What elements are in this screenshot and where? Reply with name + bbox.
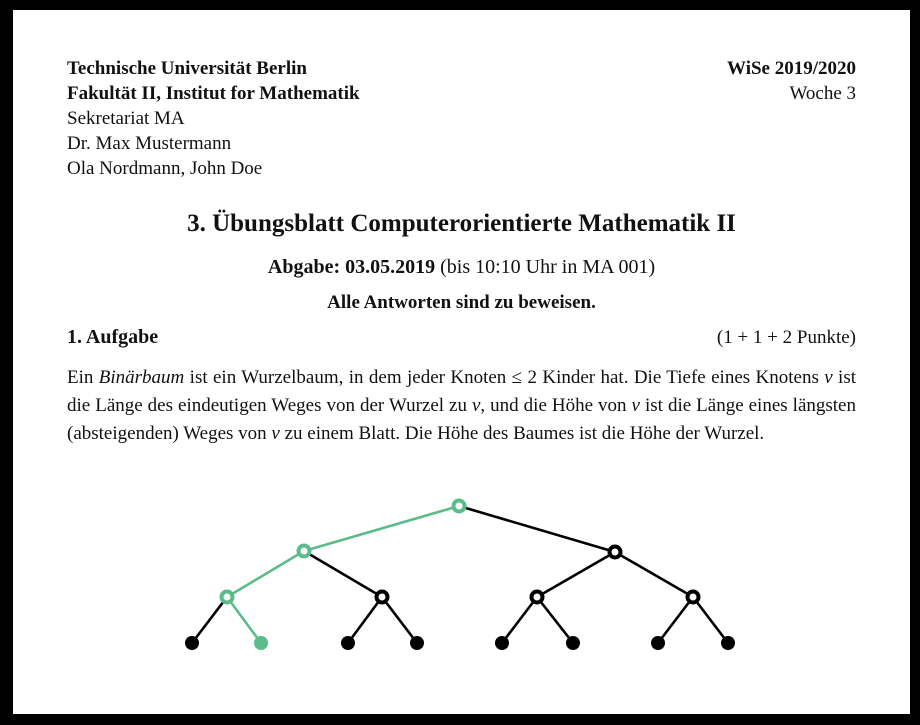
- tree-edge: [658, 597, 693, 643]
- text-segment: zu einem Blatt. Die Höhe des Baumes ist die Höhe der Wurzel.: [279, 423, 765, 444]
- tree-leaf-node: [495, 636, 509, 650]
- tree-leaf-node: [341, 636, 355, 650]
- tree-internal-node: [299, 546, 310, 557]
- tree-edge: [348, 597, 382, 643]
- tree-edge: [382, 597, 417, 643]
- italic-variable-v: v: [471, 395, 481, 416]
- header-address-block: [67, 56, 360, 181]
- tree-leaf-node: [566, 636, 580, 650]
- tree-edge: [502, 597, 537, 643]
- header-semester: WiSe 2019/2020: [727, 58, 856, 79]
- italic-variable-v: v: [631, 395, 640, 416]
- italic-term-binaerbaum: Binärbaum: [98, 367, 185, 388]
- tree-edge: [615, 552, 693, 597]
- document-page: [13, 10, 910, 714]
- exercise-text: [67, 364, 856, 448]
- exercise-points: (1 + 1 + 2 Punkte): [716, 327, 856, 348]
- tree-edge: [227, 551, 304, 597]
- italic-variable-v: v: [824, 367, 833, 388]
- tree-leaf-node: [254, 636, 268, 650]
- tree-edge: [227, 597, 261, 643]
- text-segment: Ein: [67, 367, 99, 388]
- header-university: Technische Universität Berlin: [67, 58, 307, 79]
- tree-internal-node: [454, 501, 465, 512]
- text-segment: ist die Länge eines längsten (absteigenden) Weges von: [67, 395, 856, 444]
- text-segment: ist die Länge des eindeutigen Weges von der Wurzel zu: [67, 367, 857, 416]
- tree-edge: [537, 552, 615, 597]
- header-lecturer: Dr. Max Mustermann: [67, 133, 232, 154]
- sheet-title: 3. Übungsblatt Computerorientierte Mathematik II: [187, 210, 736, 237]
- notice-line: Alle Antworten sind zu beweisen.: [327, 292, 596, 313]
- header-faculty: Fakultät II, Institut for Mathematik: [67, 83, 360, 104]
- tree-internal-node: [532, 592, 543, 603]
- tree-leaf-node: [185, 636, 199, 650]
- tree-leaf-node: [721, 636, 735, 650]
- header-semester-block: [727, 56, 856, 106]
- tree-leaf-node: [651, 636, 665, 650]
- document-header: [67, 56, 856, 181]
- text-segment: , und die Höhe von: [480, 395, 632, 416]
- tree-edge: [537, 597, 573, 643]
- tree-edge: [693, 597, 728, 643]
- document-content: [13, 10, 910, 448]
- exercise-title: 1. Aufgabe: [67, 326, 159, 348]
- italic-variable-v: v: [271, 423, 280, 444]
- submission-deadline: Abgabe: 03.05.2019: [267, 256, 436, 278]
- text-segment: ist ein Wurzelbaum, in dem jeder Knoten ≤ 2 Kinder hat. Die Tiefe eines Knotens: [184, 367, 825, 388]
- tree-internal-node: [688, 592, 699, 603]
- header-assistants: Ola Nordmann, John Doe: [67, 158, 263, 179]
- exercise-header: [67, 324, 856, 351]
- submission-line: [67, 255, 856, 279]
- tree-edge: [304, 551, 382, 597]
- tree-edge: [304, 506, 459, 551]
- tree-edge: [459, 506, 615, 552]
- tree-internal-node: [377, 592, 388, 603]
- tree-leaf-node: [410, 636, 424, 650]
- header-secretariat: Sekretariat MA: [67, 108, 185, 129]
- header-week: Woche 3: [789, 83, 856, 104]
- tree-internal-node: [222, 592, 233, 603]
- tree-internal-node: [610, 547, 621, 558]
- tree-edge: [192, 597, 227, 643]
- submission-details: (bis 10:10 Uhr in MA 001): [435, 256, 656, 278]
